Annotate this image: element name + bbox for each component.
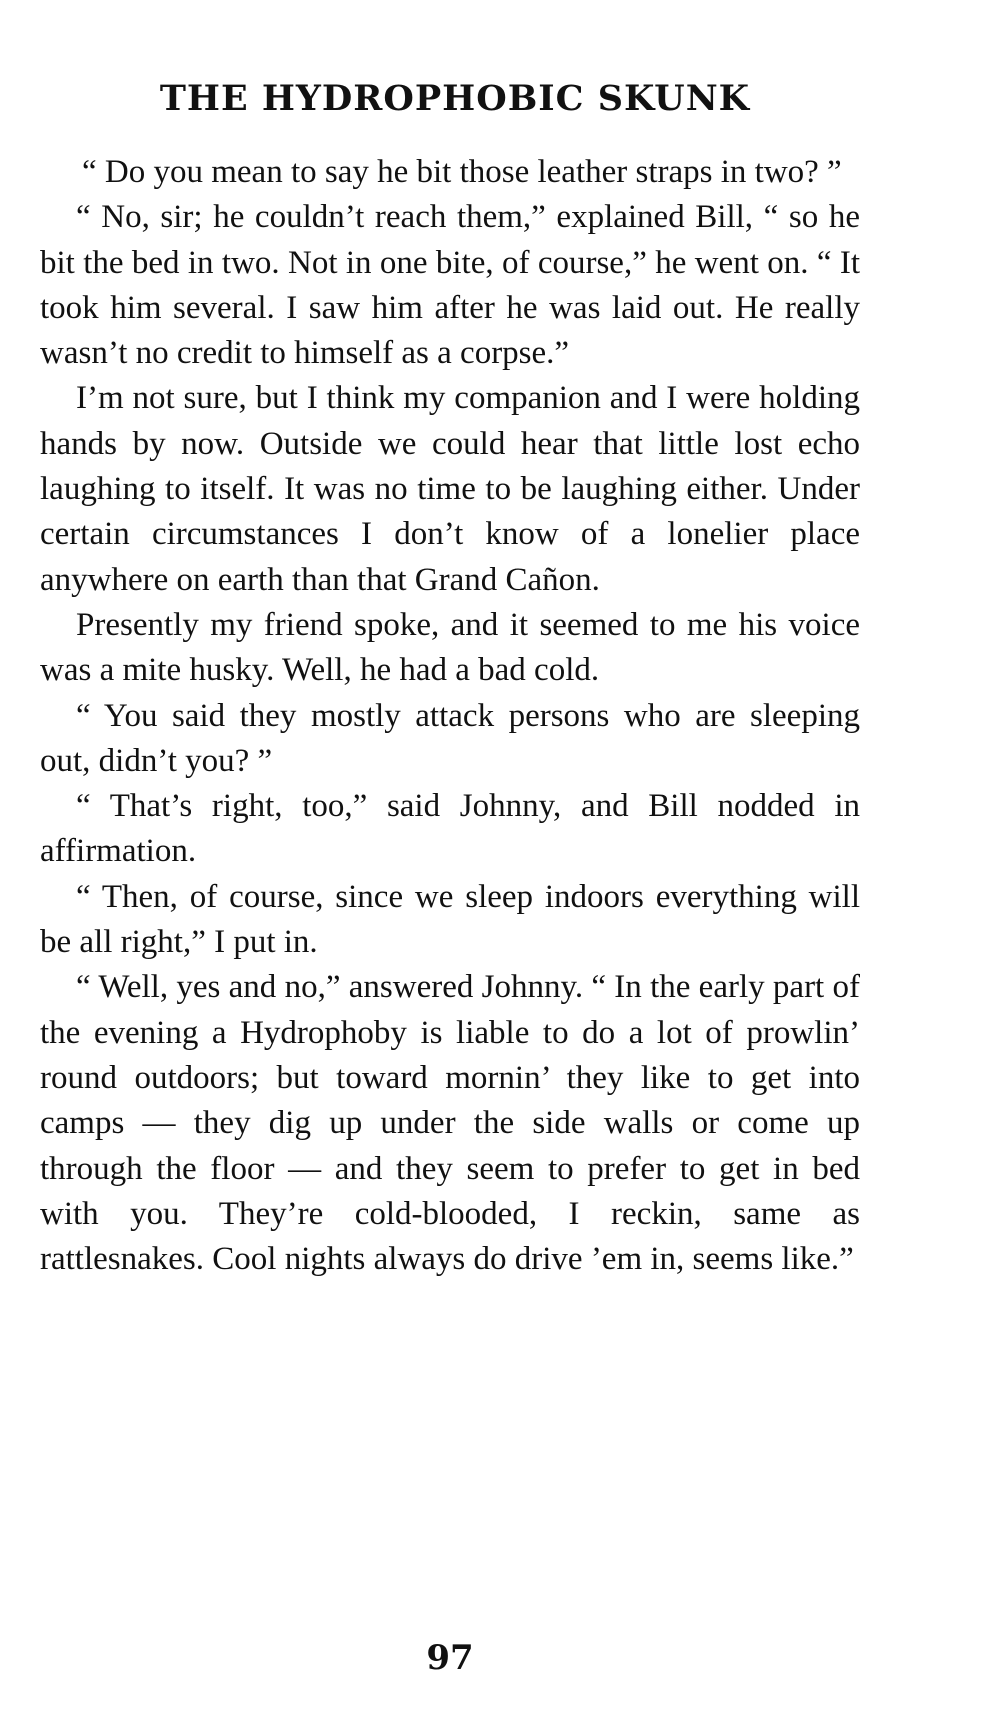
paragraph: I’m not sure, but I think my companion and I were holding hands by now. Outside we could hear that little lost echo laughing to itself. It was no time to be laughing either. Under certain circumstances I don’t know of a lonelier place anywhere on earth than that Grand Cañon. — [40, 380, 860, 598]
running-head: THE HYDROPHOBIC SKUNK — [159, 78, 751, 119]
page-number: 97 — [426, 1638, 474, 1678]
paragraph: “ No, sir; he couldn’t reach them,” explained Bill, “ so he bit the bed in two. Not in one bite, of course,” he went on. “ It took him several. I saw him after he was laid out. He really wasn’t no credit to himself as a corpse.” — [40, 199, 860, 372]
paragraph: “ Well, yes and no,” answered Johnny. “ In the early part of the evening a Hydrophoby is liable to do a lot of prowlin’ round outdoors; but toward mornin’ they like to get into camps — they dig up under the side walls or come up through the floor — and they seem to prefer to get in bed with you. They’re cold-blooded, I reckin, same as rattlesnakes. Cool nights always do drive ’em in, seems like.” — [40, 969, 860, 1278]
paragraph: “ Then, of course, since we sleep indoors everything will be all right,” I put in. — [40, 878, 860, 961]
body-text — [40, 150, 860, 1282]
paragraph: “ You said they mostly attack persons who are sleeping out, didn’t you? ” — [40, 697, 860, 779]
paragraph: Presently my friend spoke, and it seemed to me his voice was a mite husky. Well, he had a bad cold. — [40, 606, 860, 689]
paragraph: “ Do you mean to say he bit those leather straps in two? ” — [82, 154, 842, 190]
paragraph: “ That’s right, too,” said Johnny, and Bill nodded in affirmation. — [40, 788, 860, 870]
